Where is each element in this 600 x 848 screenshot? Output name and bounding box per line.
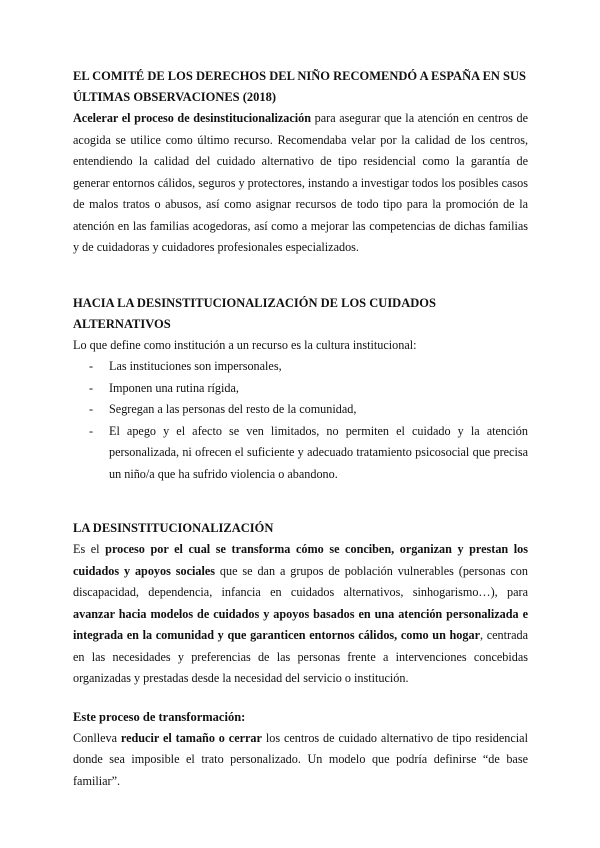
list-item: - El apego y el afecto se ven limitados, no permiten el cuidado y la atención personalizada, ni ofrecen el suficiente y adecuado tratamiento psicosocial que precisa un niño/a que ha sufrido violencia o abandono.: [73, 421, 528, 486]
section1-body: para asegurar que la atención en centros de acogida se utilice como último recurso. Recomendaba velar por la calidad de los centros, entendiendo la calidad del cuidado alternativo de tipo residencial como la garantía de generar entornos cálidos, seguros y protectores, instando a investigar todos los posibles casos de malos tratos o abusos, así como asignar recursos de todo tipo para la promoción de la atención en las familias acogedoras, así como a mejorar las competencias de dichas familias y de cuidadoras y cuidadores profesionales especializados.: [73, 111, 528, 254]
section3-p2-start: Conlleva: [73, 730, 121, 745]
section3-bold-process: proceso por el cual se transforma cómo se conciben, organizan y prestan los cuidados y apoyos sociales: [73, 542, 529, 578]
section3-text-end: , centrada en las necesidades y preferencias de las personas frente a intervenciones concebidas organizadas y prestadas desde la necesidad del servicio o institución.: [73, 628, 528, 685]
section3-text-start: Es el: [73, 542, 106, 556]
section1-heading-line1: EL COMITÉ DE LOS DERECHOS DEL NIÑO RECOMENDÓ A ESPAÑA EN SUS: [73, 69, 526, 83]
section3-paragraph: [73, 539, 528, 690]
section1-heading-line2: ÚLTIMAS OBSERVACIONES (2018): [73, 90, 277, 104]
section1-bold-lead: Acelerar el proceso de desinstitucionalización: [73, 111, 312, 125]
section3-bold-models: avanzar hacia modelos de cuidados y apoyos basados en una atención personalizada e integrada en la comunidad y que garanticen entornos cálidos, como un hogar: [73, 606, 528, 642]
list-item: - Imponen una rutina rígida,: [73, 378, 528, 400]
list-item: - Las instituciones son impersonales,: [73, 356, 528, 378]
section2-heading: HACIA LA DESINSTITUCIONALIZACIÓN DE LOS CUIDADOS ALTERNATIVOS: [73, 295, 436, 331]
section3-subheading: Este proceso de transformación:: [73, 709, 246, 724]
section3-text-mid: que se dan a grupos de población vulnerables (personas con discapacidad, dependencia, infancia en cuidados alternativos, sinhogarismo…), para: [73, 563, 528, 599]
document-page: [73, 66, 528, 792]
section1-heading: [73, 66, 528, 108]
section3-paragraph2: [73, 728, 528, 793]
list-item: - Segregan a las personas del resto de la comunidad,: [73, 399, 528, 421]
section3-heading: LA DESINSTITUCIONALIZACIÓN: [73, 521, 274, 535]
institution-traits-list: [73, 356, 528, 485]
section3-p2-bold: reducir el tamaño o cerrar: [120, 730, 262, 745]
section1-paragraph: [73, 108, 528, 259]
section2-intro: Lo que define como institución a un recurso es la cultura institucional:: [73, 337, 417, 352]
section3-p2-end: los centros de cuidado alternativo de tipo residencial donde sea imposible el trato personalizado. Un modelo que podría definirse “de base familiar”.: [73, 730, 528, 788]
